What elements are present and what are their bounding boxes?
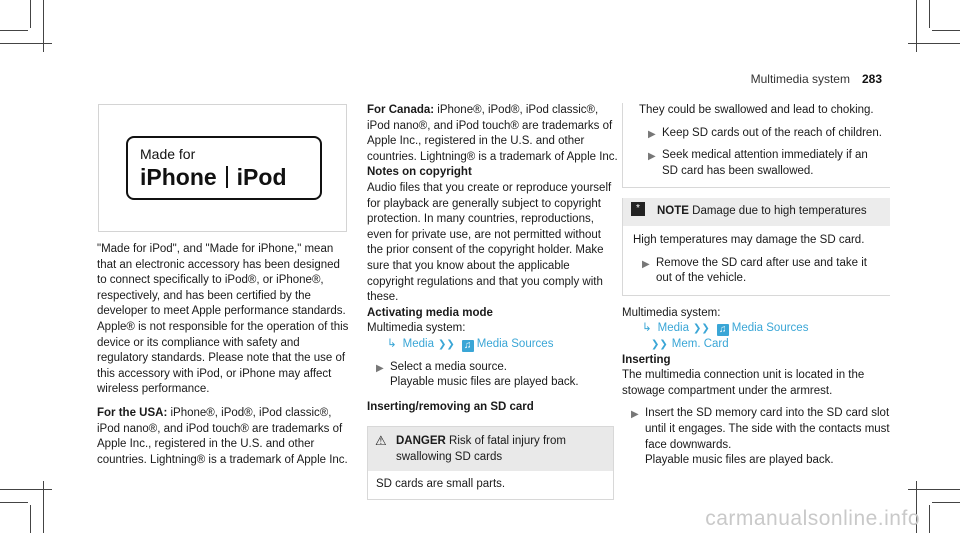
canada-text: iPhone®, iPod®, iPod classic®, iPod nano®, and iPod touch® are trademarks of Apple Inc., registered in the U.S. and other countries. Lightning® is a trademark of Apple Inc. — [367, 104, 618, 163]
canada-paragraph — [367, 103, 619, 165]
usa-paragraph — [97, 406, 351, 468]
crop-mark — [0, 502, 28, 503]
canada-label: For Canada: — [367, 104, 435, 116]
crop-mark — [30, 505, 31, 533]
step-select-result: Playable music files are played back. — [390, 376, 579, 389]
crop-mark — [932, 30, 960, 31]
double-chevron-icon: ❯❯ — [651, 338, 668, 350]
danger-label: DANGER — [396, 435, 446, 448]
crop-mark — [929, 505, 930, 533]
nav-mem-card: Mem. Card — [671, 337, 729, 350]
crop-mark — [916, 0, 917, 52]
music-note-icon: ♫ — [717, 324, 729, 336]
crop-mark — [43, 481, 44, 533]
double-chevron-icon: ❯❯ — [692, 323, 710, 335]
copyright-heading: Notes on copyright — [367, 166, 472, 179]
badge-iphone: iPhone — [140, 164, 217, 190]
danger-box — [367, 426, 614, 500]
crop-mark — [929, 0, 930, 28]
danger-body: SD cards are small parts. — [376, 478, 506, 491]
column-1 — [97, 242, 351, 468]
choke-text: They could be swallowed and lead to choking. — [639, 104, 874, 116]
made-for-paragraph: "Made for iPod", and "Made for iPhone," mean that an electronic accessory has been designed to connect specifically to iPod®, or iPhone®, respectively, and has been certified by the developer to meet Apple performance standards. Apple® is not responsible for the operation of this device or its compliance with safety and regulatory standards. Please note that the use of this accessory with iPod, or iPhone may affect wireless performance. — [97, 243, 349, 396]
nav-media-sources: Media Sources — [731, 322, 809, 335]
multimedia-system-label: Multimedia system: — [622, 306, 721, 319]
crop-mark — [30, 0, 31, 28]
warning-triangle-icon: ⚠ — [375, 433, 387, 449]
activating-heading: Activating media mode — [367, 306, 493, 319]
step-arrow-icon: ▶ — [648, 151, 656, 163]
nav-arrow-icon: ↳ — [387, 337, 397, 350]
note-body: High temperatures may damage the SD card. ▶ Remove the SD card after use and take it out of the vehicle. — [623, 226, 890, 295]
note-asterisk-icon: * — [631, 202, 645, 216]
section-title: Multimedia system — [750, 72, 850, 86]
crop-mark — [0, 43, 52, 44]
nav-media: Media — [402, 337, 434, 350]
crop-mark — [43, 0, 44, 52]
nav-media-sources: Media Sources — [476, 337, 554, 350]
crop-mark — [932, 502, 960, 503]
danger-continuation — [622, 103, 890, 188]
note-box — [622, 198, 890, 295]
step-remove: ▶ Remove the SD card after use and take it out of the vehicle. — [642, 256, 867, 285]
made-for-iphone-ipod-badge — [126, 136, 322, 200]
step-seek: ▶ Seek medical attention immediately if an SD card has been swallowed. — [648, 149, 868, 177]
page-header — [751, 72, 882, 86]
step-insert-result: Playable music files are played back. — [645, 454, 834, 467]
nav-path-mem-card — [622, 337, 890, 353]
nav-media: Media — [657, 322, 689, 335]
step-arrow-icon: ▶ — [642, 258, 650, 270]
nav-path — [367, 337, 619, 353]
double-chevron-icon: ❯❯ — [437, 338, 455, 350]
badge-divider — [226, 166, 228, 188]
copyright-text: Audio files that you create or reproduce yourself for playback are generally subject to copyright protection. In many countries, reproductions, even for private use, are not permitted without the prior consent of the copyright holder. Make sure that you know about the applicable copyright regulations and that you comply with these. — [367, 181, 612, 304]
badge-made-for: Made for — [140, 146, 196, 162]
watermark: carmanualsonline.info — [705, 507, 920, 530]
crop-mark — [0, 30, 28, 31]
badge-brand — [138, 164, 287, 191]
inserting-removing-heading: Inserting/removing an SD card — [367, 400, 534, 413]
music-note-icon: ♫ — [462, 340, 474, 352]
crop-mark — [0, 489, 52, 490]
page-number: 283 — [861, 72, 882, 86]
note-title: Damage due to high temperatures — [688, 205, 867, 218]
step-arrow-icon: ▶ — [648, 128, 656, 140]
usa-label: For the USA: — [97, 406, 168, 419]
step-arrow-icon: ▶ — [631, 409, 639, 421]
step-keep: ▶ Keep SD cards out of the reach of children. — [639, 126, 884, 142]
danger-header — [368, 427, 613, 471]
danger-title: Risk of fatal injury from swallowing SD cards — [396, 435, 566, 463]
step-insert: ▶ Insert the SD memory card into the SD card slot until it engages. The side with the contacts must face downwards. Playable music files are played back. — [631, 407, 890, 467]
column-3 — [622, 103, 890, 469]
usa-text: iPhone®, iPod®, iPod classic®, iPod nano®, and iPod touch® are trademarks of Apple Inc., registered in the U.S. and other countries. Lightning® is a trademark of Apple Inc. — [97, 406, 348, 466]
note-header — [623, 198, 890, 226]
inserting-heading: Inserting — [622, 353, 671, 366]
made-for-logo-frame — [98, 104, 347, 232]
badge-ipod: iPod — [236, 164, 287, 190]
multimedia-system-label: Multimedia system: — [367, 322, 466, 335]
step-arrow-icon: ▶ — [376, 362, 384, 374]
note-label: NOTE — [657, 205, 689, 218]
inserting-text: The multimedia connection unit is located in the stowage compartment under the armrest. — [622, 369, 865, 397]
nav-path — [622, 321, 890, 337]
nav-arrow-icon: ↳ — [642, 322, 652, 335]
column-2 — [367, 103, 619, 500]
step-select: ▶ Select a media source. Playable music files are played back. — [376, 360, 579, 389]
